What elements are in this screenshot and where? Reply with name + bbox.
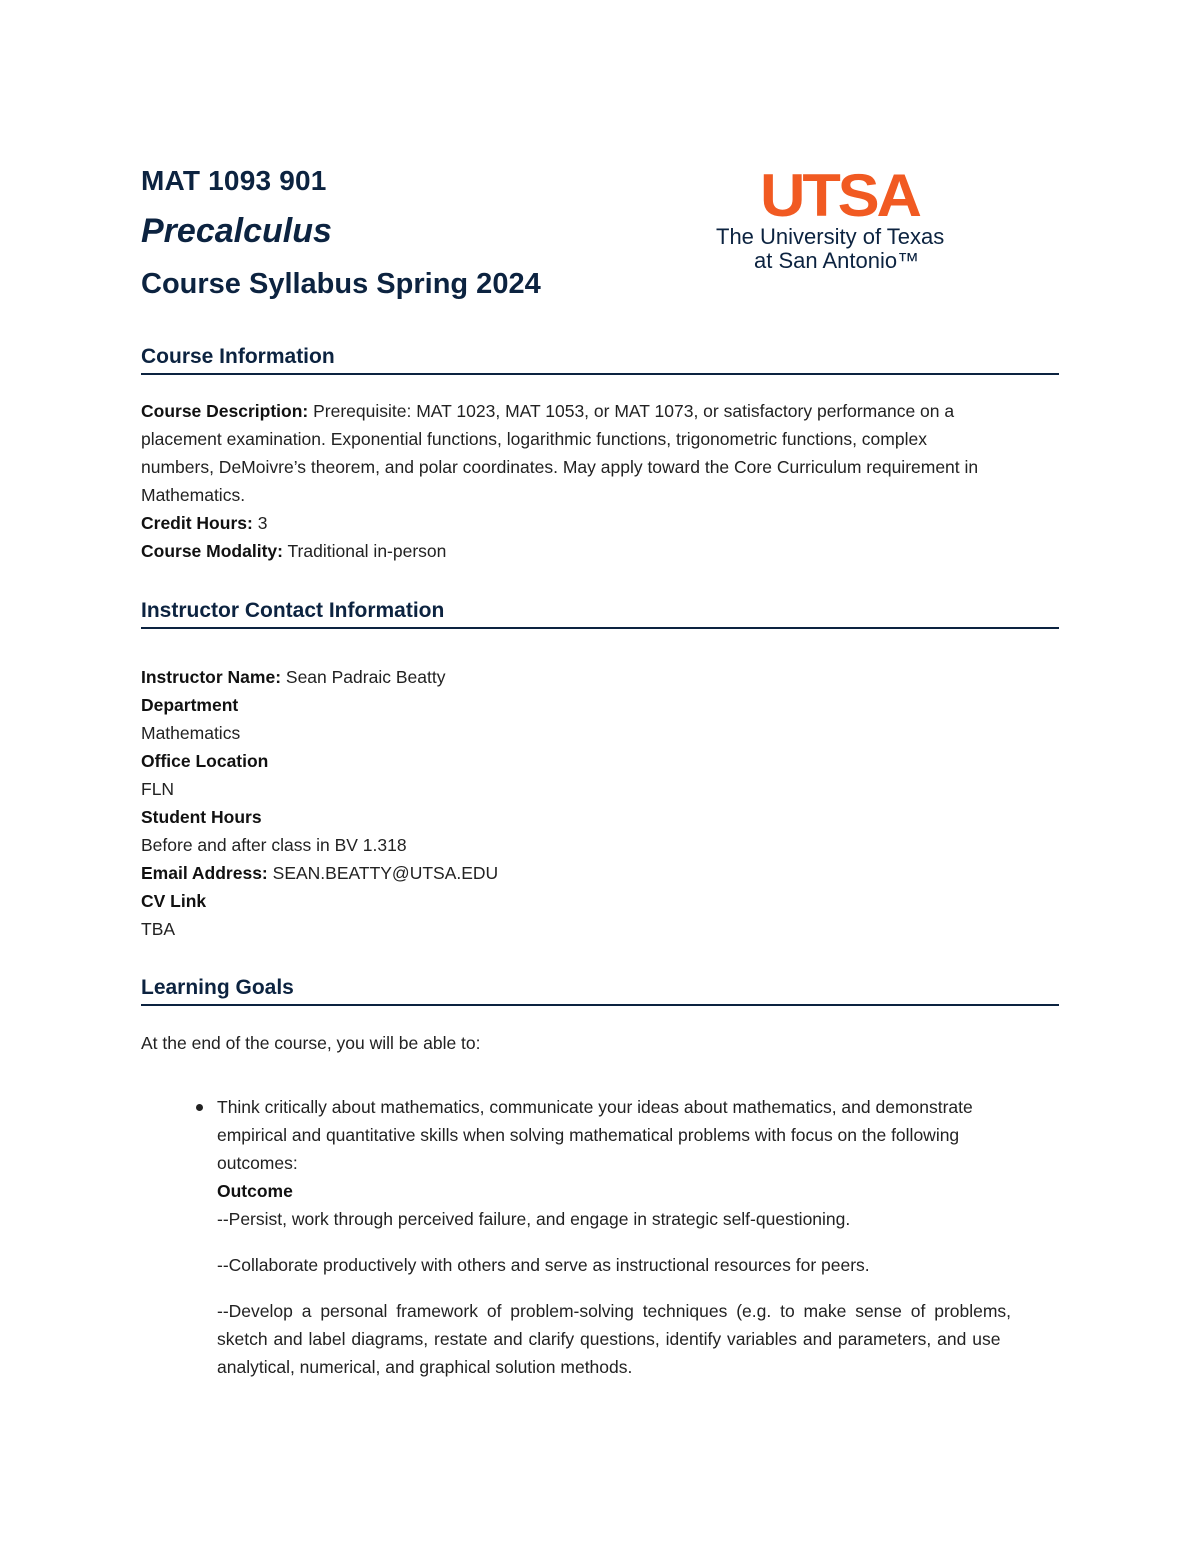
outcome-2: --Collaborate productively with others and serve as instructional resources for peers.: [217, 1255, 870, 1275]
utsa-logo: [712, 162, 972, 276]
bullet-icon: [196, 1104, 203, 1111]
email-label: Email Address:: [141, 863, 268, 883]
credit-hours-label: Credit Hours:: [141, 513, 253, 533]
section-heading-course-info: Course Information: [141, 345, 1059, 375]
description-line-2: placement examination. Exponential functions, logarithmic functions, trigonometric functions, complex: [141, 429, 927, 449]
utsa-logo-mark: UTSA: [760, 162, 919, 229]
outcome-label: Outcome: [217, 1181, 293, 1201]
outcome-3-line-2: sketch and label diagrams, restate and clarify questions, identify variables and parameters, and use: [217, 1329, 1001, 1349]
syllabus-title: Course Syllabus Spring 2024: [141, 268, 541, 300]
cv-link-label: CV Link: [141, 891, 207, 911]
outcome-1: --Persist, work through perceived failure, and engage in strategic self-questioning.: [217, 1209, 851, 1229]
student-hours-value: Before and after class in BV 1.318: [141, 835, 407, 855]
outcome-3: [217, 1297, 1059, 1381]
instructor-name-label: Instructor Name:: [141, 667, 282, 687]
course-info-block: [141, 397, 1059, 565]
description-line-4: Mathematics.: [141, 485, 246, 505]
goals-bullet: [217, 1093, 1059, 1381]
utsa-logo-line1: The University of Texas: [716, 224, 945, 249]
department-value: Mathematics: [141, 723, 241, 743]
outcome-3-line-3: analytical, numerical, and graphical solution methods.: [217, 1357, 633, 1377]
goals-intro: At the end of the course, you will be able to:: [141, 1033, 481, 1053]
bullet-line-1: Think critically about mathematics, communicate your ideas about mathematics, and demonstrate: [217, 1097, 973, 1117]
section-heading-learning-goals: Learning Goals: [141, 976, 1059, 1006]
section-heading-instructor: Instructor Contact Information: [141, 599, 1059, 629]
department-label: Department: [141, 695, 239, 715]
course-code: MAT 1093 901: [141, 165, 327, 196]
modality-value: Traditional in-person: [287, 541, 447, 561]
email-value[interactable]: SEAN.BEATTY@UTSA.EDU: [272, 863, 499, 883]
utsa-logo-line2: at San Antonio™: [754, 248, 920, 273]
modality-label: Course Modality:: [141, 541, 283, 561]
bullet-line-3: outcomes:: [217, 1153, 298, 1173]
course-title: Precalculus: [141, 212, 332, 250]
instructor-block: [141, 663, 1059, 943]
office-location-value: FLN: [141, 779, 175, 799]
bullet-line-2: empirical and quantitative skills when solving mathematical problems with focus on the following: [217, 1125, 960, 1145]
office-location-label: Office Location: [141, 751, 269, 771]
student-hours-label: Student Hours: [141, 807, 262, 827]
description-line-1: Prerequisite: MAT 1023, MAT 1053, or MAT 1073, or satisfactory performance on a: [313, 401, 955, 421]
cv-link-value: TBA: [141, 919, 176, 939]
instructor-name-value: Sean Padraic Beatty: [285, 667, 446, 687]
credit-hours-value: 3: [257, 513, 268, 533]
description-line-3: numbers, DeMoivre’s theorem, and polar coordinates. May apply toward the Core Curriculum requirement in: [141, 457, 979, 477]
description-label: Course Description:: [141, 401, 309, 421]
outcome-3-line-1: --Develop a personal framework of problem-solving techniques (e.g. to make sense of problems,: [217, 1301, 1012, 1321]
